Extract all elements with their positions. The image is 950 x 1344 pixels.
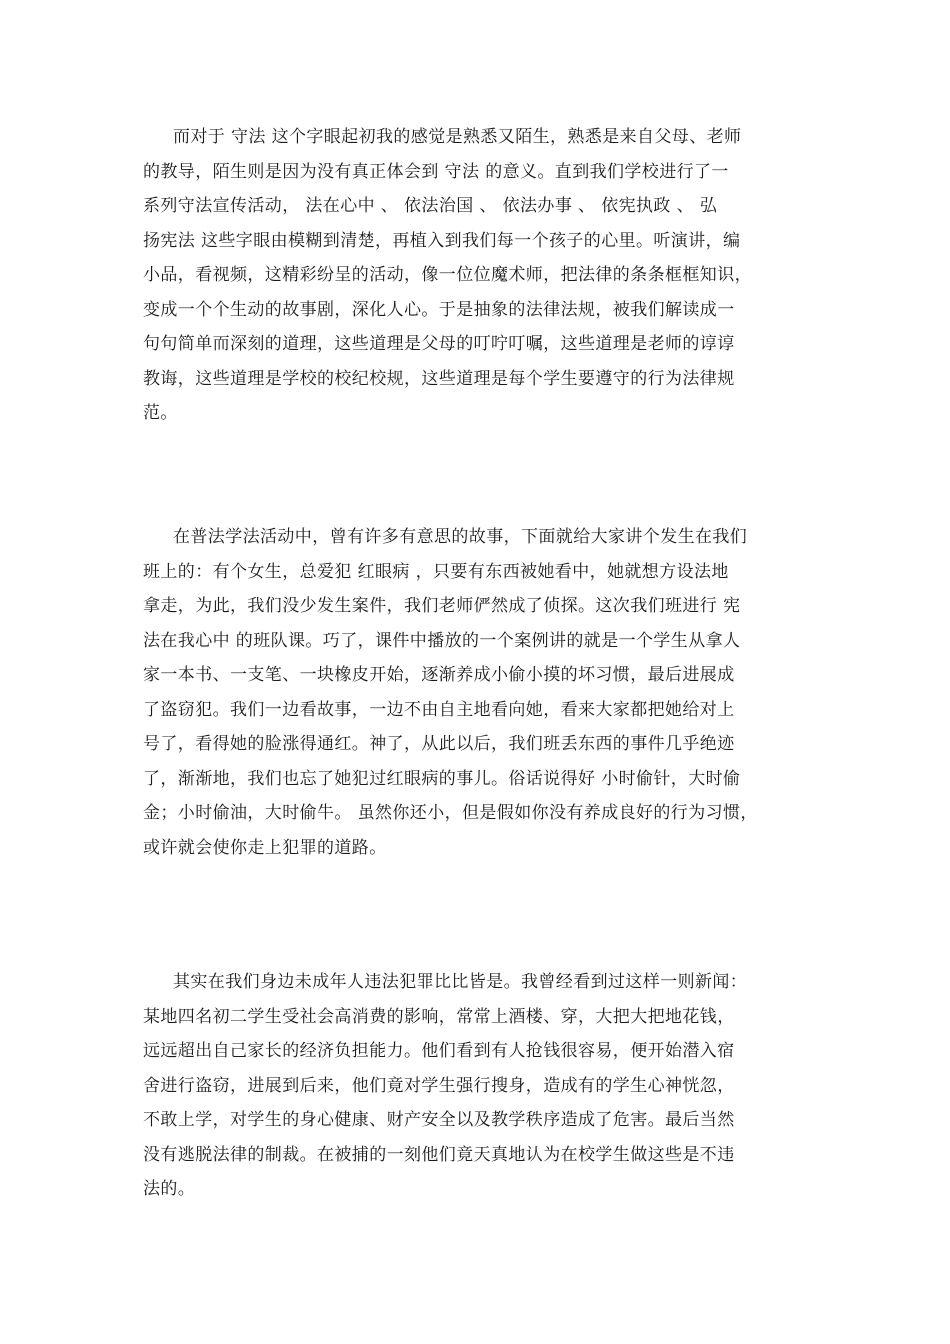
text-line: 变成一个个生动的故事剧，深化人心。于是抽象的法律法规，被我们解读成一 <box>143 299 735 320</box>
text-line: 拿走，为此，我们没少发生案件，我们老师俨然成了侦探。这次我们班进行 宪 <box>143 596 741 616</box>
text-line: 其实在我们身边未成年人违法犯罪比比皆是。我曾经看到过这样一则新闻： <box>173 972 748 992</box>
text-line: 而对于 守法 这个字眼起初我的感觉是熟悉又陌生，熟悉是来自父母、老师 <box>173 127 742 147</box>
text-line: 扬宪法 这些字眼由模糊到清楚，再植入到我们每一个孩子的心里。听演讲，编 <box>143 230 741 251</box>
text-line: 法的。 <box>143 1179 196 1199</box>
text-line: 金；小时偷油，大时偷牛。 虽然你还小，但是假如你没有养成良好的行为习惯， <box>143 803 758 823</box>
text-line: 系列守法宣传活动， 法在心中 、 依法治国 、 依法办事 、 依宪执政 、 弘 <box>143 196 718 216</box>
text-line: 没有逃脱法律的制裁。在被捕的一刻他们竟天真地认为在校学生做这些是不违 <box>143 1144 735 1165</box>
text-line: 班上的：有个女生，总爱犯 红眼病 ，只要有东西被她看中，她就想方设法地 <box>143 561 729 582</box>
text-line: 了盗窃犯。我们一边看故事，一边不由自主地看向她，看来大家都把她给对上 <box>143 699 735 720</box>
paragraph-2 <box>143 520 823 865</box>
text-line: 或许就会使你走上犯罪的道路。 <box>143 837 387 858</box>
text-line: 家一本书、一支笔、一块橡皮开始，逐渐养成小偷小摸的坏习惯，最后进展成 <box>143 665 735 685</box>
text-line: 小品，看视频，这精彩纷呈的活动，像一位位魔术师，把法律的条条框框知识， <box>143 265 752 285</box>
text-line: 句句简单而深刻的道理，这些道理是父母的叮咛叮嘱，这些道理是老师的谆谆 <box>143 334 735 354</box>
text-line: 某地四名初二学生受社会高消费的影响，常常上酒楼、穿，大把大把地花钱， <box>143 1006 735 1027</box>
text-line: 了，渐渐地，我们也忘了她犯过红眼病的事儿。俗话说得好 小时偷针，大时偷 <box>143 768 741 789</box>
text-line: 教诲，这些道理是学校的校纪校规，这些道理是每个学生要遵守的行为法律规 <box>143 368 735 389</box>
paragraph-3 <box>143 965 823 1207</box>
text-line: 舍进行盗窃，进展到后来，他们竟对学生强行搜身，造成有的学生心神恍忽， <box>143 1075 735 1096</box>
text-line: 远远超出自己家长的经济负担能力。他们看到有人抢钱很容易，便开始潜入宿 <box>143 1041 735 1061</box>
text-line: 的教导，陌生则是因为没有真正体会到 守法 的意义。直到我们学校进行了一 <box>143 161 729 182</box>
text-line: 不敢上学，对学生的身心健康、财产安全以及教学秩序造成了危害。最后当然 <box>143 1110 735 1130</box>
text-line: 范。 <box>143 403 178 423</box>
paragraph-1 <box>143 120 823 431</box>
text-line: 号了，看得她的脸涨得通红。神了，从此以后，我们班丢东西的事件几乎绝迹 <box>143 734 735 754</box>
text-line: 法在我心中 的班队课。巧了，课件中播放的一个案例讲的就是一个学生从拿人 <box>143 630 741 651</box>
text-line: 在普法学法活动中，曾有许多有意思的故事，下面就给大家讲个发生在我们 <box>173 527 748 547</box>
